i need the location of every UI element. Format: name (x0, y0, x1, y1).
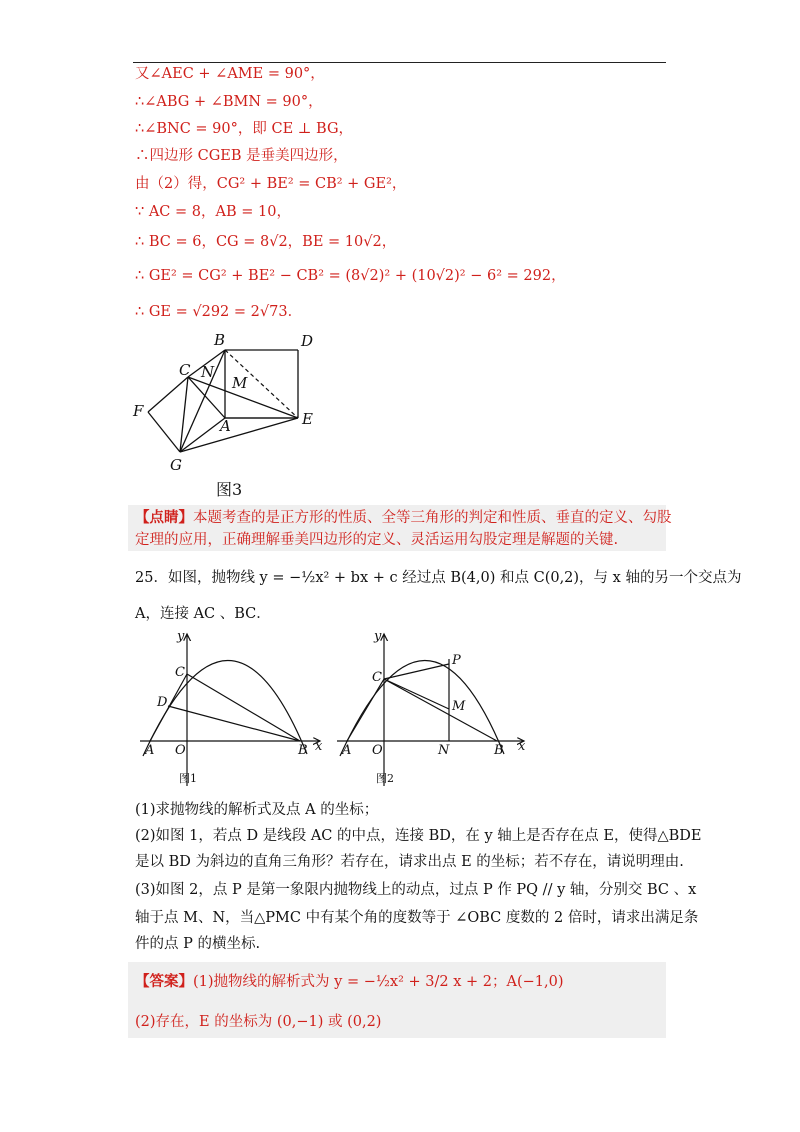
solution-line-4: ∴四边形 CGEB 是垂美四边形， (135, 148, 348, 164)
question-2-line-1: (2)如图 1，若点 D 是线段 AC 的中点，连接 BD，在 y 轴上是否存在点 E，使得△BDE (135, 828, 702, 844)
fig2-label-C: C (372, 670, 382, 685)
question-1: (1)求抛物线的解析式及点 A 的坐标； (135, 802, 379, 818)
fig3-label-M: M (232, 374, 248, 392)
fig3-label-E: E (302, 410, 313, 428)
fig3-label-F: F (133, 402, 144, 420)
answer-text-1: (1)抛物线的解析式为 y = −½x² + 3/2 x + 2；A(−1,0) (193, 974, 564, 990)
fig1-label-O: O (175, 743, 186, 758)
fig3-label-B: B (214, 331, 226, 349)
fig2-caption: 图2 (376, 772, 394, 785)
fig2-label-O: O (372, 743, 383, 758)
figure-1 (135, 626, 335, 791)
comment-line-1 (135, 508, 672, 528)
solution-line-9: ∴ GE = √292 = 2√73． (135, 304, 303, 320)
answer-line-1 (135, 972, 563, 992)
problem-line-2: A，连接 AC 、BC． (135, 606, 271, 622)
answer-line-2: (2)存在，E 的坐标为 (0,−1) 或 (0,2) (135, 1014, 382, 1030)
solution-line-7: ∴ BC = 6，CG = 8√2，BE = 10√2， (135, 234, 397, 250)
fig3-label-C: C (179, 361, 191, 379)
solution-line-1: 又∠AEC + ∠AME = 90°， (135, 66, 325, 82)
fig2-label-y: y (374, 629, 382, 644)
fig2-label-N: N (438, 743, 450, 758)
solution-line-8: ∴ GE² = CG² + BE² − CB² = (8√2)² + (10√2)² − 6² = 292， (135, 268, 566, 284)
question-3-line-2: 轴于点 M、N，当△PMC 中有某个角的度数等于 ∠OBC 度数的 2 倍时，请求出满足条 (135, 910, 699, 926)
fig2-label-x: x (518, 739, 526, 754)
figure-3 (128, 330, 318, 502)
fig1-caption: 图1 (179, 772, 197, 785)
fig3-caption: 图3 (216, 480, 243, 499)
fig2-label-A: A (342, 743, 352, 758)
comment-tag: 【点睛】 (135, 509, 193, 526)
solution-line-5: 由（2）得，CG² + BE² = CB² + GE²， (135, 176, 407, 192)
question-3-line-3: 件的点 P 的横坐标. (135, 936, 261, 952)
problem-line-1: 25．如图，抛物线 y = −½x² + bx + c 经过点 B(4,0) 和点 C(0,2)，与 x 轴的另一个交点为 (135, 570, 742, 586)
solution-line-3: ∴∠BNC = 90°，即 CE ⊥ BG， (135, 121, 354, 137)
fig1-label-y: y (177, 629, 185, 644)
header-rule (133, 62, 666, 63)
fig3-label-D: D (301, 332, 314, 350)
solution-line-2: ∴∠ABG + ∠BMN = 90°， (135, 94, 323, 110)
figure-2 (332, 626, 532, 791)
fig3-label-N: N (201, 363, 215, 381)
comment-line-2: 定理的应用，正确理解垂美四边形的定义、灵活运用勾股定理是解题的关键. (135, 532, 619, 548)
fig1-label-A: A (145, 743, 155, 758)
answer-tag: 【答案】 (135, 973, 193, 990)
comment-text-1: 本题考查的是正方形的性质、全等三角形的判定和性质、垂直的定义、勾股 (193, 510, 672, 526)
fig3-label-A: A (220, 417, 231, 435)
fig1-label-B: B (298, 743, 308, 758)
fig3-label-G: G (170, 456, 182, 474)
fig1-label-C: C (175, 665, 185, 680)
fig2-label-B: B (494, 743, 504, 758)
question-2-line-2: 是以 BD 为斜边的直角三角形？若存在，请求出点 E 的坐标；若不存在，请说明理由. (135, 854, 684, 870)
fig1-label-x: x (315, 739, 323, 754)
question-3-line-1: (3)如图 2，点 P 是第一象限内抛物线上的动点，过点 P 作 PQ // y 轴，分别交 BC 、x (135, 882, 697, 898)
fig2-label-M: M (452, 699, 466, 714)
solution-line-6: ∵ AC = 8，AB = 10， (135, 204, 291, 220)
fig2-label-P: P (452, 653, 461, 668)
fig1-label-D: D (157, 695, 168, 710)
